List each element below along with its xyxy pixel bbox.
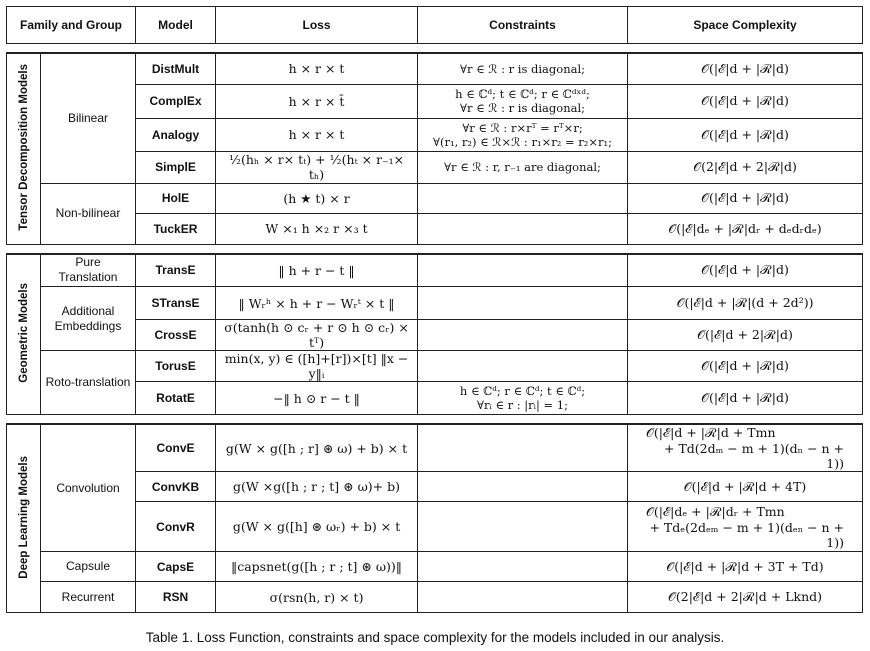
space-line: + Tdₑ(2dₑₘ − m + 1)(dₑₙ − n + 1)) bbox=[649, 519, 845, 550]
space-line: 𝒪(|ℰ|dₑ + |ℛ|dᵣ + Tmn bbox=[646, 503, 785, 519]
space-complexity: 𝒪(|ℰ|d + |ℛ|d) bbox=[628, 351, 863, 382]
header-loss: Loss bbox=[216, 7, 418, 44]
family-name: Tensor Decomposition Models bbox=[17, 63, 30, 231]
loss-function: h × r × t bbox=[216, 118, 418, 151]
table-row bbox=[7, 424, 863, 472]
constraints-cell bbox=[418, 351, 628, 382]
family-label-cell bbox=[7, 254, 41, 415]
group-name: Pure Translation bbox=[41, 254, 136, 287]
constraint-line: h ∈ ℂᵈ; r ∈ ℂᵈ; t ∈ ℂᵈ; bbox=[459, 384, 586, 398]
family-spacer bbox=[7, 244, 863, 254]
spacer-cell bbox=[7, 44, 863, 54]
group-name: Roto-translation bbox=[41, 351, 136, 415]
constraints-cell bbox=[418, 552, 628, 582]
spacer-cell bbox=[7, 415, 863, 425]
space-complexity: 𝒪(|ℰ|d + |ℛ|d + 3T + Td) bbox=[628, 552, 863, 582]
header-constraints: Constraints bbox=[418, 7, 628, 44]
loss-function: ‖ h + r − t ‖ bbox=[216, 254, 418, 287]
loss-function: min(x, y) ∈ ([h]+[r])×[t] ‖x − y‖ᵢ bbox=[216, 351, 418, 382]
header-row bbox=[7, 7, 863, 44]
constraints-cell bbox=[418, 287, 628, 320]
table-row bbox=[7, 84, 863, 118]
group-name: Recurrent bbox=[41, 582, 136, 613]
space-complexity: 𝒪(|ℰ|d + 2|ℛ|d) bbox=[628, 320, 863, 351]
model-name: SimplE bbox=[136, 151, 216, 183]
table-row bbox=[7, 287, 863, 320]
space-line: 𝒪(|ℰ|d + |ℛ|d + Tmn bbox=[646, 425, 776, 440]
space-complexity: 𝒪(|ℰ|d + |ℛ|d) bbox=[628, 53, 863, 84]
loss-function: h × r × t̄ bbox=[216, 84, 418, 118]
space-complexity: 𝒪(|ℰ|d + |ℛ|d) bbox=[628, 254, 863, 287]
constraints-cell bbox=[418, 53, 628, 84]
constraints-cell bbox=[418, 382, 628, 415]
model-name: DistMult bbox=[136, 53, 216, 84]
space-complexity bbox=[628, 502, 863, 552]
model-name: RSN bbox=[136, 582, 216, 613]
loss-function: ½(hₕ × r× tₜ) + ½(hₜ × r₋₁× tₕ) bbox=[216, 151, 418, 183]
loss-function: g(W ×g([h ; r ; t] ⊛ ω)+ b) bbox=[216, 472, 418, 502]
model-name: ConvKB bbox=[136, 472, 216, 502]
family-name: Deep Learning Models bbox=[17, 455, 30, 579]
model-name: HolE bbox=[136, 183, 216, 213]
loss-function: −‖ h ⊙ r − t ‖ bbox=[216, 382, 418, 415]
model-name: ComplEx bbox=[136, 84, 216, 118]
models-table bbox=[6, 6, 863, 613]
family-spacer bbox=[7, 415, 863, 425]
constraint-line: ∀r ∈ ℛ : r is diagonal; bbox=[460, 101, 586, 115]
constraints-cell bbox=[418, 213, 628, 244]
group-name: Additional Embeddings bbox=[41, 287, 136, 351]
model-name: CrossE bbox=[136, 320, 216, 351]
loss-function: σ(rsn(h, r) × t) bbox=[216, 582, 418, 613]
loss-function: σ(tanh(h ⊙ cᵣ + r ⊙ h ⊙ cᵣ) × tᵀ) bbox=[216, 320, 418, 351]
model-name: RotatE bbox=[136, 382, 216, 415]
loss-function: g(W × g([h] ⊛ ωᵣ) + b) × t bbox=[216, 502, 418, 552]
loss-function: W ×₁ h ×₂ r ×₃ t bbox=[216, 213, 418, 244]
results-table-container bbox=[6, 6, 862, 613]
family-name: Geometric Models bbox=[17, 282, 30, 383]
table-row bbox=[7, 320, 863, 351]
constraints-cell bbox=[418, 254, 628, 287]
loss-function: ‖ Wᵣʰ × h + r − Wᵣᵗ × t ‖ bbox=[216, 287, 418, 320]
model-name: STransE bbox=[136, 287, 216, 320]
group-name: Capsule bbox=[41, 552, 136, 582]
space-complexity bbox=[628, 424, 863, 472]
table-row bbox=[7, 213, 863, 244]
constraints-cell bbox=[418, 320, 628, 351]
loss-function: ‖capsnet(g([h ; r ; t] ⊛ ω))‖ bbox=[216, 552, 418, 582]
table-row bbox=[7, 254, 863, 287]
family-spacer bbox=[7, 44, 863, 54]
constraint-line: ∀r ∈ ℛ : r×rᵀ = rᵀ×r; bbox=[462, 120, 583, 135]
constraints-cell bbox=[418, 502, 628, 552]
loss-function: (h ★ t) × r bbox=[216, 183, 418, 213]
space-complexity: 𝒪(|ℰ|d + |ℛ|d) bbox=[628, 382, 863, 415]
group-name: Bilinear bbox=[41, 53, 136, 183]
space-line: + Td(2dₘ − m + 1)(dₙ − n + 1)) bbox=[664, 441, 845, 471]
header-model: Model bbox=[136, 7, 216, 44]
header-family: Family and Group bbox=[7, 7, 136, 44]
table-row bbox=[7, 382, 863, 415]
constraints-cell bbox=[418, 472, 628, 502]
space-complexity: 𝒪(2|ℰ|d + 2|ℛ|d + Lknd) bbox=[628, 582, 863, 613]
table-row bbox=[7, 582, 863, 613]
group-name: Convolution bbox=[41, 424, 136, 552]
model-name: TransE bbox=[136, 254, 216, 287]
group-name: Non-bilinear bbox=[41, 183, 136, 244]
table-row bbox=[7, 118, 863, 151]
header-space: Space Complexity bbox=[628, 7, 863, 44]
model-name: CapsE bbox=[136, 552, 216, 582]
model-name: ConvR bbox=[136, 502, 216, 552]
constraints-cell bbox=[418, 151, 628, 183]
constraints-cell bbox=[418, 118, 628, 151]
space-complexity: 𝒪(|ℰ|d + |ℛ|d) bbox=[628, 84, 863, 118]
constraint-line: h ∈ ℂᵈ; t ∈ ℂᵈ; r ∈ ℂᵈˣᵈ; bbox=[455, 87, 590, 101]
family-label-cell bbox=[7, 424, 41, 613]
table-row bbox=[7, 183, 863, 213]
loss-function: g(W × g([h ; r] ⊛ ω) + b) × t bbox=[216, 424, 418, 472]
table-row bbox=[7, 502, 863, 552]
table-row bbox=[7, 351, 863, 382]
table-row bbox=[7, 151, 863, 183]
space-complexity: 𝒪(|ℰ|d + |ℛ|(d + 2d²)) bbox=[628, 287, 863, 320]
constraint-line: ∀r ∈ ℛ : r, r₋₁ are diagonal; bbox=[444, 160, 601, 174]
table-caption: Table 1. Loss Function, constraints and space complexity for the models included in our analysis. bbox=[145, 630, 725, 645]
space-complexity: 𝒪(|ℰ|d + |ℛ|d) bbox=[628, 183, 863, 213]
table-body bbox=[7, 44, 863, 613]
constraint-line: ∀rᵢ ∈ r : |rᵢ| = 1; bbox=[477, 398, 568, 412]
space-complexity: 𝒪(|ℰ|d + |ℛ|d) bbox=[628, 118, 863, 151]
spacer-cell bbox=[7, 244, 863, 254]
constraint-line: ∀(r₁, r₂) ∈ ℛ×ℛ : r₁×r₂ = r₂×r₁; bbox=[433, 134, 612, 149]
model-name: ConvE bbox=[136, 424, 216, 472]
constraints-cell bbox=[418, 424, 628, 472]
loss-function: h × r × t bbox=[216, 53, 418, 84]
table-row bbox=[7, 53, 863, 84]
constraints-cell bbox=[418, 183, 628, 213]
constraint-line: ∀r ∈ ℛ : r is diagonal; bbox=[460, 61, 586, 76]
model-name: TuckER bbox=[136, 213, 216, 244]
constraints-cell bbox=[418, 582, 628, 613]
space-complexity: 𝒪(2|ℰ|d + 2|ℛ|d) bbox=[628, 151, 863, 183]
family-label-cell bbox=[7, 53, 41, 244]
space-complexity: 𝒪(|ℰ|d + |ℛ|d + 4T) bbox=[628, 472, 863, 502]
model-name: Analogy bbox=[136, 118, 216, 151]
constraints-cell bbox=[418, 84, 628, 118]
table-row bbox=[7, 552, 863, 582]
table-row bbox=[7, 472, 863, 502]
model-name: TorusE bbox=[136, 351, 216, 382]
space-complexity: 𝒪(|ℰ|dₑ + |ℛ|dᵣ + dₑdᵣdₑ) bbox=[628, 213, 863, 244]
